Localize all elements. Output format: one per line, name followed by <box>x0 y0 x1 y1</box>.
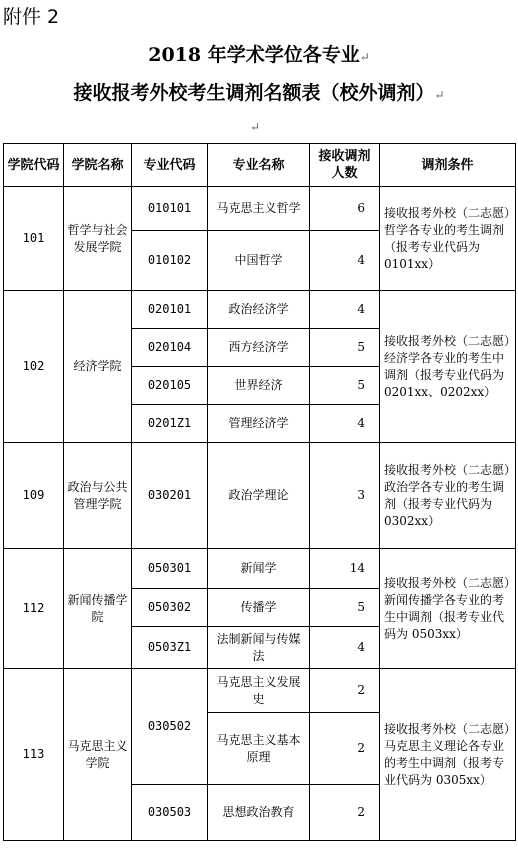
title-line2-text: 接收报考外校考生调剂名额表（校外调剂） <box>73 82 435 104</box>
quota-cell: 14 <box>310 549 380 589</box>
major-name-cell: 新闻学 <box>208 549 310 589</box>
major-name-cell: 政治学理论 <box>208 443 310 549</box>
college-name: 新闻传播学院 <box>67 592 128 624</box>
college-code-cell <box>4 443 64 549</box>
condition-cell: 接收报考外校（二志愿）新闻传播学各专业的考生中调剂（报考专业代码为 0503xx） <box>380 549 516 669</box>
major-code-cell: 030502 <box>132 669 208 785</box>
college-name: 政治与公共管理学院 <box>67 479 128 511</box>
title-line1-text: 2018 年学术学位各专业 <box>148 44 360 66</box>
major-name-cell: 中国哲学 <box>208 231 310 291</box>
major-code-cell: 030201 <box>132 443 208 549</box>
college-code-cell <box>4 187 64 291</box>
table-row <box>4 443 516 549</box>
attachment-label: 附件 2 <box>3 6 60 28</box>
college-name-cell <box>64 549 132 669</box>
college-name-cell <box>64 187 132 291</box>
major-name-cell: 法制新闻与传媒法 <box>208 627 310 669</box>
table-row <box>4 187 516 231</box>
major-name-cell: 管理经济学 <box>208 405 310 443</box>
major-code-cell: 050302 <box>132 589 208 627</box>
quota-cell: 2 <box>310 713 380 785</box>
college-code: 102 <box>22 359 45 373</box>
quota-cell: 2 <box>310 785 380 841</box>
document-title-line2 <box>0 78 518 105</box>
college-code: 113 <box>22 747 45 761</box>
major-name-cell: 马克思主义基本原理 <box>208 713 310 785</box>
college-code-cell <box>4 669 64 841</box>
college-code: 112 <box>22 601 45 615</box>
empty-paragraph-mark-icon: ↵ <box>250 120 261 134</box>
header-college-code: 学院代码 <box>4 144 64 187</box>
college-name-cell <box>64 291 132 443</box>
major-name-cell: 传播学 <box>208 589 310 627</box>
major-name-cell: 世界经济 <box>208 367 310 405</box>
quota-cell: 2 <box>310 669 380 713</box>
major-code-cell: 010101 <box>132 187 208 231</box>
header-quota: 接收调剂人数 <box>310 144 380 187</box>
table-header-row <box>4 144 516 187</box>
quota-cell: 4 <box>310 231 380 291</box>
college-name: 哲学与社会发展学院 <box>67 222 128 254</box>
major-name-cell: 马克思主义哲学 <box>208 187 310 231</box>
condition-cell: 接收报考外校（二志愿）政治学各专业的考生调剂（报考专业代码为 0302xx） <box>380 443 516 549</box>
major-code-cell: 020105 <box>132 367 208 405</box>
document-title-line1 <box>0 40 518 67</box>
paragraph-mark-icon: ↵ <box>359 50 370 64</box>
quota-cell: 5 <box>310 589 380 627</box>
college-name: 马克思主义学院 <box>67 738 128 770</box>
condition-cell: 接收报考外校（二志愿）哲学各专业的考生调剂（报考专业代码为 0101xx） <box>380 187 516 291</box>
condition-cell: 接收报考外校（二志愿）马克思主义理论各专业的考生中调剂（报考专业代码为 0305xx） <box>380 669 516 841</box>
major-code-cell: 020101 <box>132 291 208 329</box>
table-row <box>4 669 516 713</box>
major-code-cell: 010102 <box>132 231 208 291</box>
college-code: 101 <box>22 231 45 245</box>
college-code-cell <box>4 549 64 669</box>
college-code: 109 <box>22 488 45 502</box>
major-code-cell: 0201Z1 <box>132 405 208 443</box>
header-condition: 调剂条件 <box>380 144 516 187</box>
major-name-cell: 思想政治教育 <box>208 785 310 841</box>
header-major-name: 专业名称 <box>208 144 310 187</box>
quota-cell: 5 <box>310 367 380 405</box>
header-major-code: 专业代码 <box>132 144 208 187</box>
table-row <box>4 291 516 329</box>
quota-cell: 6 <box>310 187 380 231</box>
major-name-cell: 政治经济学 <box>208 291 310 329</box>
quota-cell: 4 <box>310 627 380 669</box>
quota-cell: 4 <box>310 291 380 329</box>
college-name: 经济学院 <box>73 359 122 373</box>
college-code-cell <box>4 291 64 443</box>
major-code-cell: 0503Z1 <box>132 627 208 669</box>
paragraph-mark-icon: ↵ <box>434 88 445 102</box>
table-row <box>4 549 516 589</box>
quota-cell: 4 <box>310 405 380 443</box>
major-name-cell: 马克思主义发展史 <box>208 669 310 713</box>
quota-cell: 5 <box>310 329 380 367</box>
major-code-cell: 030503 <box>132 785 208 841</box>
quota-cell: 3 <box>310 443 380 549</box>
header-college-name: 学院名称 <box>64 144 132 187</box>
college-name-cell <box>64 443 132 549</box>
college-name-cell <box>64 669 132 841</box>
major-name-cell: 西方经济学 <box>208 329 310 367</box>
quota-table <box>3 143 516 841</box>
major-code-cell: 050301 <box>132 549 208 589</box>
condition-cell: 接收报考外校（二志愿）经济学各专业的考生中调剂（报考专业代码为 0201xx、0202xx） <box>380 291 516 443</box>
major-code-cell: 020104 <box>132 329 208 367</box>
